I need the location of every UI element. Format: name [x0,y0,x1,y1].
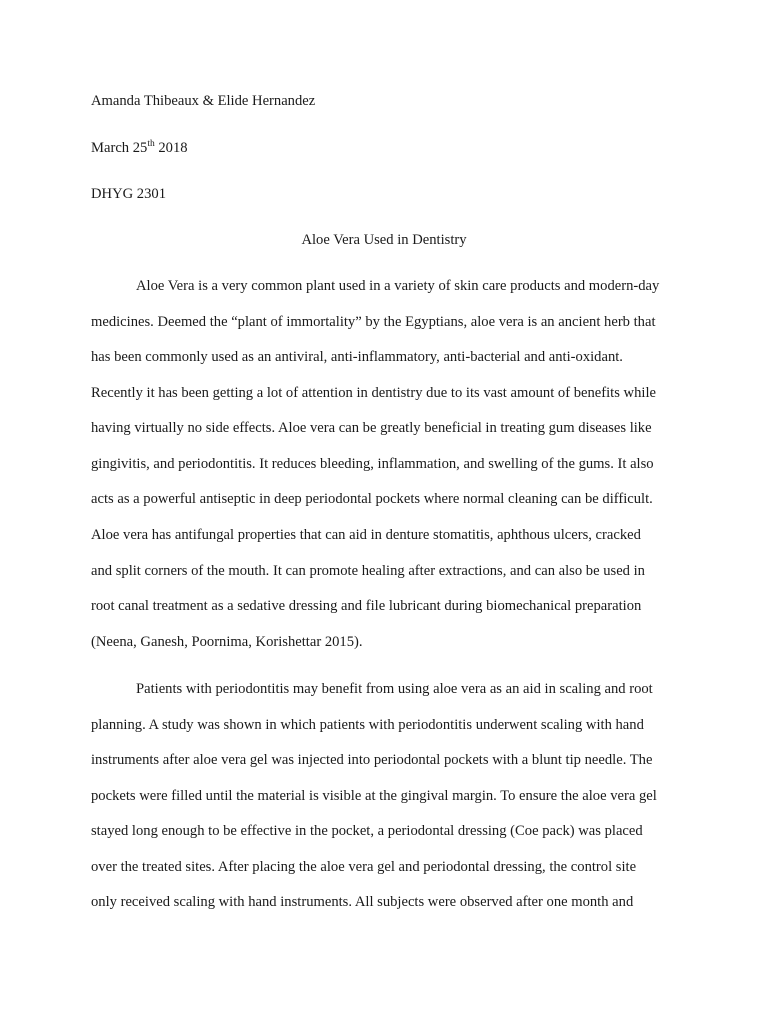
paragraph-line: only received scaling with hand instruments. All subjects were observed after one month and [91,894,634,910]
document-title: Aloe Vera Used in Dentistry [301,232,467,248]
paragraph-line: Aloe vera has antifungal properties that can aid in denture stomatitis, aphthous ulcers, cracked [91,527,641,543]
author-line: Amanda Thibeaux & Elide Hernandez [91,93,316,109]
paragraph-line: (Neena, Ganesh, Poornima, Korishettar 2015). [91,634,363,650]
paragraph-line: pockets were filled until the material is visible at the gingival margin. To ensure the aloe vera gel [91,788,657,804]
paragraph-line: planning. A study was shown in which patients with periodontitis underwent scaling with hand [91,717,644,733]
date-year: 2018 [154,140,188,156]
paragraph-line: medicines. Deemed the “plant of immortality” by the Egyptians, aloe vera is an ancient herb that [91,314,656,330]
date-line [91,140,188,157]
paragraph-line: acts as a powerful antiseptic in deep periodontal pockets where normal cleaning can be difficult. [91,491,653,507]
paragraph-line: over the treated sites. After placing the aloe vera gel and periodontal dressing, the control site [91,859,637,875]
paragraph-line: Patients with periodontitis may benefit from using aloe vera as an aid in scaling and root [136,681,653,697]
paragraph-line: root canal treatment as a sedative dressing and file lubricant during biomechanical preparation [91,598,642,614]
date-month-day: March 25 [91,140,148,156]
paragraph-line: having virtually no side effects. Aloe vera can be greatly beneficial in treating gum diseases like [91,420,652,436]
course-code: DHYG 2301 [91,186,166,202]
paragraph-line: and split corners of the mouth. It can promote healing after extractions, and can also be used in [91,563,645,579]
paragraph-line: Aloe Vera is a very common plant used in a variety of skin care products and modern-day [136,278,660,294]
paragraph-line: Recently it has been getting a lot of attention in dentistry due to its vast amount of benefits while [91,385,656,401]
paragraph-line: stayed long enough to be effective in the pocket, a periodontal dressing (Coe pack) was placed [91,823,643,839]
paragraph-line: gingivitis, and periodontitis. It reduces bleeding, inflammation, and swelling of the gums. It also [91,456,654,472]
date-ordinal-suffix: th [147,139,155,149]
paragraph-line: instruments after aloe vera gel was injected into periodontal pockets with a blunt tip needle. The [91,752,653,768]
paragraph-line: has been commonly used as an antiviral, anti-inflammatory, anti-bacterial and anti-oxidant. [91,349,623,365]
